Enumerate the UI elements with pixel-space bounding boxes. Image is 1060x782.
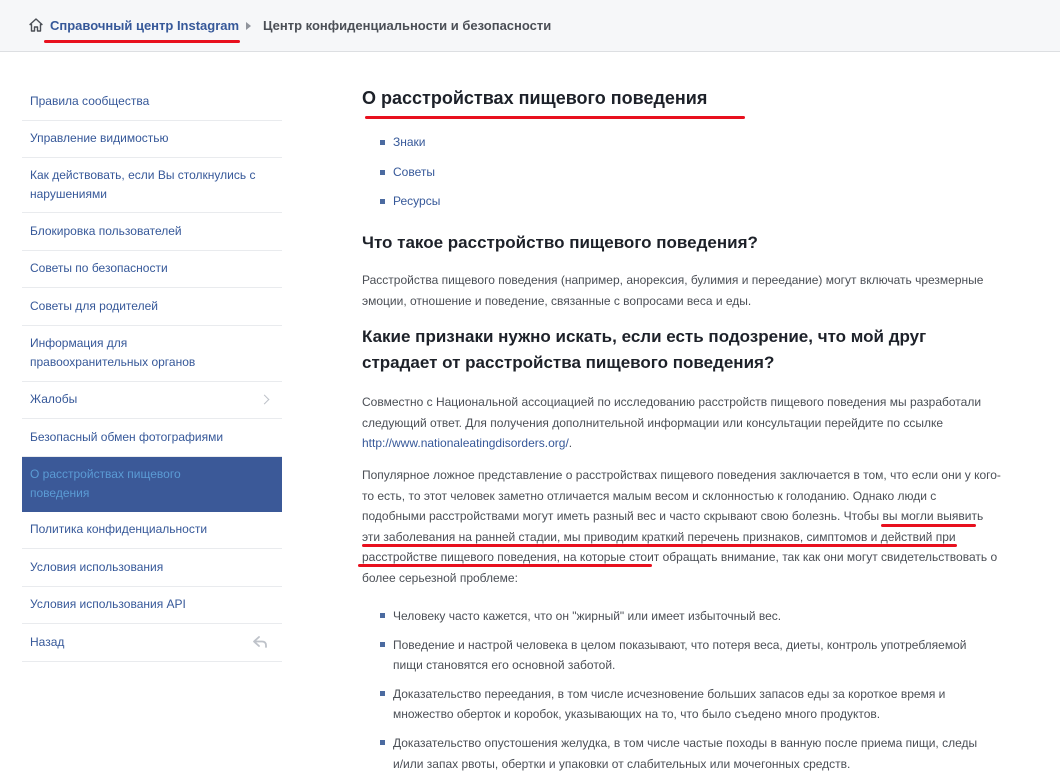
sidebar-item-law-enforcement[interactable] [22, 326, 282, 382]
sidebar-item-label: Назад [30, 634, 65, 649]
sidebar-item-label: Как действовать, если Вы столкнулись с нарушениями [30, 168, 256, 201]
paragraph-text: Популярное ложное представление о расстройствах пищевого поведения заключается в том, что если они у кого-то есть, то этот человек заметно отличается малым весом и склонностью к голоданию. Однако люди с подобными расстройствами могут иметь разный вес и часто скрывают свою болезнь. [362, 468, 1001, 524]
breadcrumb-separator-icon [246, 22, 251, 30]
paragraph-text: . [568, 436, 573, 451]
home-icon[interactable] [29, 18, 43, 32]
sidebar-item-visibility[interactable] [22, 121, 282, 159]
annotation-underline [362, 544, 957, 547]
annotation-underline [358, 564, 652, 567]
sidebar-item-back[interactable] [22, 624, 282, 662]
paragraph-text: , на которые стоит обращать внимание, так как они могут свидетельствовать о более серьезной проблеме: [362, 550, 998, 585]
list-item: Человеку часто кажется, что он "жирный" или имеет избыточный вес. [380, 606, 980, 627]
toc-link-tips[interactable]: Советы [393, 164, 435, 179]
sidebar-item-label: Условия использования API [30, 597, 186, 612]
sidebar-item-label: Информация для правоохранительных органов [30, 336, 196, 369]
sidebar-item-label: Блокировка пользователей [30, 223, 182, 238]
sidebar-item-safety-tips[interactable] [22, 251, 282, 289]
breadcrumb-home-link[interactable]: Справочный центр Instagram [50, 18, 240, 33]
sidebar-item-label: Жалобы [30, 392, 78, 407]
sidebar-item-label: Правила сообщества [30, 93, 150, 108]
section-heading-what: Что такое расстройство пищевого поведения? [362, 233, 758, 252]
breadcrumb-bar [0, 0, 1060, 52]
back-arrow-icon [252, 636, 268, 648]
sidebar-item-blocking[interactable] [22, 213, 282, 251]
sidebar-item-api-terms[interactable] [22, 587, 282, 625]
sidebar-item-parents[interactable] [22, 288, 282, 326]
annotation-underline [881, 524, 976, 527]
sidebar-item-label: Безопасный обмен фотографиями [30, 429, 224, 444]
annotation-underline [44, 40, 240, 43]
chevron-right-icon [260, 395, 270, 405]
toc-link-resources[interactable]: Ресурсы [393, 194, 441, 208]
nedа-link[interactable]: http://www.nationaleatingdisorders.org/ [362, 436, 569, 451]
section-heading-signs: Какие признаки нужно искать, если есть подозрение, что мой друг страдает от расстройства пищевого поведения? [362, 327, 927, 372]
sidebar-item-reports[interactable] [22, 382, 282, 420]
paragraph-association [362, 392, 1002, 454]
toc-item [380, 133, 440, 163]
sidebar-item-terms[interactable] [22, 549, 282, 587]
sidebar-item-privacy-policy[interactable] [22, 512, 282, 550]
breadcrumb-current: Центр конфиденциальности и безопасности [263, 18, 552, 33]
sidebar-item-photo-sharing[interactable] [22, 419, 282, 457]
sidebar-item-label: Политика конфиденциальности [30, 522, 208, 537]
table-of-contents [380, 133, 440, 222]
list-item: Поведение и настрой человека в целом показывают, что потеря веса, диеты, контроль употребляемой пищи становятся его основной заботой. [380, 635, 980, 676]
list-item: Доказательство опустошения желудка, в том числе частые походы в ванную после приема пищи, следы и/или запах рвоты, обертки и упаковки от слабительных или мочегонных средств. [380, 733, 980, 774]
paragraph-what: Расстройства пищевого поведения (например, анорексия, булимия и переедание) могут включать чрезмерные эмоции, отношение и поведение, связанные с вопросами веса и еды. [362, 273, 984, 308]
sidebar-item-eating-disorders[interactable] [22, 457, 282, 512]
toc-link-signs[interactable]: Знаки [393, 135, 426, 149]
toc-item [380, 163, 440, 193]
sidebar-item-violations[interactable] [22, 158, 282, 213]
list-item: Доказательство переедания, в том числе исчезновение больших запасов еды за короткое время и множество оберток и коробок, указывающих на то, что было съедено много продуктов. [380, 684, 980, 725]
highlighted-text: Чтобы вы могли выявить эти заболевания на ранней стадии, мы приводим краткий перечень признаков, симптомов и действий при расстройстве пищевого поведения [362, 509, 984, 565]
sidebar-item-label: Условия использования [30, 559, 164, 574]
sidebar-item-community-guidelines[interactable] [22, 83, 282, 121]
sidebar-item-label: Управление видимостью [30, 131, 169, 146]
paragraph-text: Совместно с Национальной ассоциацией по исследованию расстройств пищевого поведения мы разработали следующий ответ. Для получения дополнительной информации или консультации перейдите по ссылке [362, 395, 982, 430]
toc-item [380, 192, 440, 222]
page-title: О расстройствах пищевого поведения [362, 88, 708, 108]
annotation-underline [365, 116, 745, 119]
sidebar-item-label: Советы по безопасности [30, 261, 168, 276]
sidebar-item-label: Советы для родителей [30, 298, 158, 313]
sidebar-nav [22, 83, 282, 662]
signs-list [380, 606, 980, 782]
sidebar-item-label: О расстройствах пищевого поведения [30, 466, 181, 500]
paragraph-myth [362, 465, 1002, 589]
